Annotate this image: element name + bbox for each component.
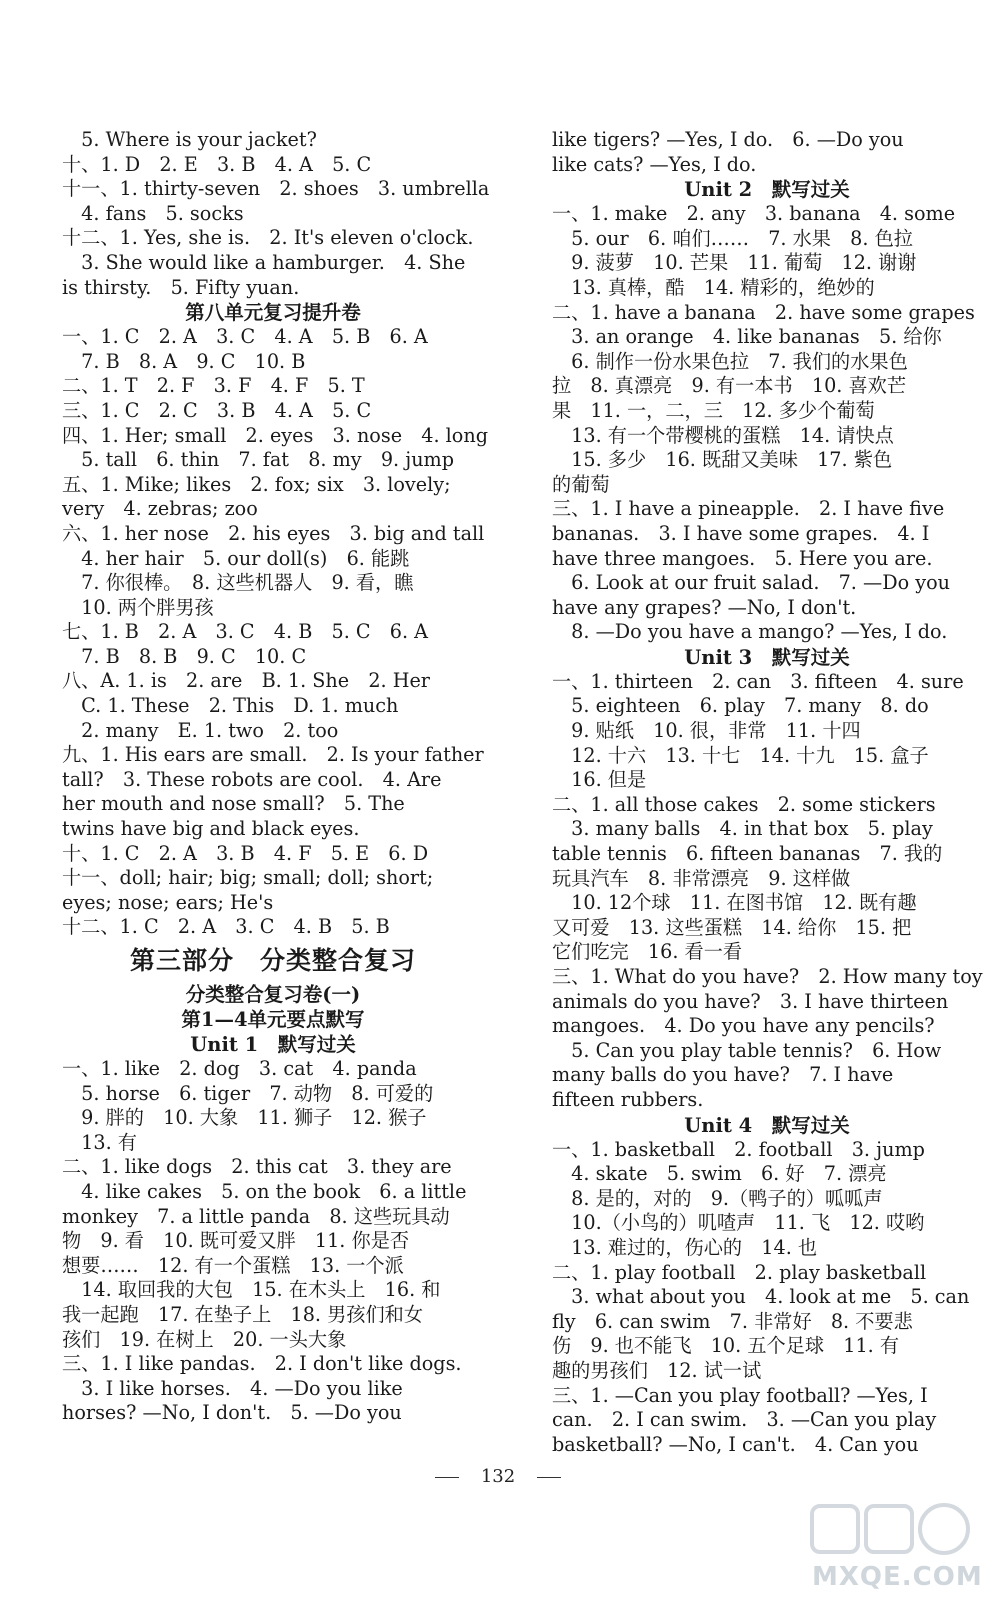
answer-line: 一、1. thirteen 2. can 3. fifteen 4. sure	[552, 669, 964, 693]
answer-line: 9. 菠萝 10. 芒果 11. 葡萄 12. 谢谢	[552, 251, 917, 275]
answer-line: 9. 胖的 10. 大象 11. 狮子 12. 猴子	[62, 1106, 427, 1130]
watermark-icon	[808, 1500, 978, 1560]
answer-line: 一、1. like 2. dog 3. cat 4. panda	[62, 1057, 417, 1080]
answer-line: bananas. 3. I have some grapes. 4. I	[552, 521, 930, 545]
answer-line: eyes; nose; ears; He's	[62, 890, 274, 914]
right-column	[552, 128, 982, 1457]
answer-line: 十二、1. Yes, she is. 2. It's eleven o'clock.	[62, 226, 474, 250]
answer-line: 3. an orange 4. like bananas 5. 给你	[552, 325, 942, 349]
answer-line: 4. like cakes 5. on the book 6. a little	[62, 1179, 467, 1203]
answer-line: 拉 8. 真漂亮 9. 有一本书 10. 喜欢芒	[552, 374, 907, 398]
answer-line: 10. 两个胖男孩	[62, 595, 214, 619]
answer-line: 一、1. basketball 2. football 3. jump	[552, 1137, 925, 1161]
answer-line: 5. Where is your jacket?	[62, 128, 317, 151]
answer-line: 的葡萄	[552, 472, 610, 496]
answer-line: twins have big and black eyes.	[62, 817, 360, 841]
section-heading: 第1—4单元要点默写	[181, 1008, 365, 1031]
answer-line: her mouth and nose small? 5. The	[62, 792, 405, 816]
answer-line: fly 6. can swim 7. 非常好 8. 不要悲	[552, 1309, 913, 1333]
answer-line: 孩们 19. 在树上 20. 一头大象	[62, 1327, 347, 1351]
answer-line: tall? 3. These robots are cool. 4. Are	[62, 767, 442, 791]
section-heading: 分类整合复习卷(一)	[185, 983, 361, 1006]
answer-line: 玩具汽车 8. 非常漂亮 9. 这样做	[552, 866, 851, 890]
watermark-text: MXQE.COM	[812, 1562, 983, 1592]
answer-line: 十、1. D 2. E 3. B 4. A 5. C	[62, 152, 372, 176]
answer-line: 想要…… 12. 有一个蛋糕 13. 一个派	[62, 1253, 404, 1277]
answer-line: 三、1. C 2. C 3. B 4. A 5. C	[62, 398, 372, 422]
answer-line: 13. 真棒，酷 14. 精彩的，绝妙的	[552, 275, 875, 299]
answer-line: very 4. zebras; zoo	[62, 497, 258, 521]
answer-line: 5. our 6. 咱们…… 7. 水果 8. 色拉	[552, 226, 913, 250]
answer-line: 5. horse 6. tiger 7. 动物 8. 可爱的	[62, 1081, 434, 1105]
answer-line: 13. 难过的，伤心的 14. 也	[552, 1235, 818, 1259]
answer-line: 三、1. What do you have? 2. How many toy	[552, 965, 983, 988]
answer-line: mangoes. 4. Do you have any pencils?	[552, 1014, 935, 1038]
answer-line: 13. 有一个带樱桃的蛋糕 14. 请快点	[552, 423, 894, 447]
answer-line: 12. 十六 13. 十七 14. 十九 15. 盒子	[552, 743, 929, 767]
answer-line: 4. her hair 5. our doll(s) 6. 能跳	[62, 546, 410, 570]
answer-line: 6. 制作一份水果色拉 7. 我们的水果色	[552, 349, 908, 373]
answer-line: 它们吃完 16. 看一看	[552, 940, 743, 964]
answer-line: 5. eighteen 6. play 7. many 8. do	[552, 694, 929, 718]
answer-line: 10.（小鸟的）叽喳声 11. 飞 12. 哎哟	[552, 1211, 925, 1235]
part-heading: 第三部分 分类整合复习	[129, 946, 416, 975]
answer-line: 又可爱 13. 这些蛋糕 14. 给你 15. 把	[552, 915, 912, 939]
answer-line: horses? —No, I don't. 5. —Do you	[62, 1401, 402, 1425]
section-heading: Unit 1 默写过关	[190, 1033, 356, 1056]
left-column	[62, 128, 490, 1426]
answer-line: 3. I like horses. 4. —Do you like	[62, 1376, 403, 1400]
answer-line: fifteen rubbers.	[552, 1087, 704, 1111]
answer-line: 物 9. 看 10. 既可爱又胖 11. 你是否	[62, 1229, 410, 1253]
page-footer	[0, 1466, 996, 1487]
answer-line: 一、1. make 2. any 3. banana 4. some	[552, 202, 956, 226]
answer-line: 4. fans 5. socks	[62, 201, 244, 225]
answer-line: 3. many balls 4. in that box 5. play	[552, 817, 933, 841]
answer-line: 9. 贴纸 10. 很，非常 11. 十四	[552, 719, 861, 743]
answer-line: 三、1. I like pandas. 2. I don't like dogs.	[62, 1352, 462, 1376]
answer-line: 四、1. Her; small 2. eyes 3. nose 4. long	[62, 423, 488, 447]
answer-line: 6. Look at our fruit salad. 7. —Do you	[552, 571, 950, 595]
answer-line: 5. tall 6. thin 7. fat 8. my 9. jump	[62, 448, 455, 472]
footer-dash-left	[435, 1477, 459, 1478]
answer-line: table tennis 6. fifteen bananas 7. 我的	[552, 842, 943, 866]
footer-dash-right	[537, 1477, 561, 1478]
answer-line: 14. 取回我的大包 15. 在木头上 16. 和	[62, 1278, 441, 1302]
answer-line: like cats? —Yes, I do.	[552, 152, 757, 176]
answer-line: 八、A. 1. is 2. are B. 1. She 2. Her	[62, 669, 430, 693]
answer-line: 二、1. like dogs 2. this cat 3. they are	[62, 1155, 452, 1179]
answer-line: 4. skate 5. swim 6. 好 7. 漂亮	[552, 1162, 887, 1186]
answer-line: C. 1. These 2. This D. 1. much	[62, 694, 399, 718]
answer-line: 三、1. I have a pineapple. 2. I have five	[552, 497, 945, 521]
answer-line: 五、1. Mike; likes 2. fox; six 3. lovely;	[62, 472, 451, 496]
answer-line: 果 11. 一，二，三 12. 多少个葡萄	[552, 398, 875, 422]
answer-line: 十一、doll; hair; big; small; doll; short;	[62, 866, 434, 890]
watermark-logo	[808, 1500, 983, 1592]
answer-line: 三、1. —Can you play football? —Yes, I	[552, 1383, 928, 1407]
answer-line: have any grapes? —No, I don't.	[552, 595, 857, 619]
answer-line: many balls do you have? 7. I have	[552, 1063, 894, 1087]
answer-line: 十、1. C 2. A 3. B 4. F 5. E 6. D	[62, 841, 429, 865]
answer-line: 一、1. C 2. A 3. C 4. A 5. B 6. A	[62, 325, 428, 349]
answer-line: basketball? —No, I can't. 4. Can you	[552, 1432, 919, 1456]
page-number: 132	[480, 1466, 516, 1487]
answer-line: 16. 但是	[552, 768, 647, 792]
answer-line: 六、1. her nose 2. his eyes 3. big and tall	[62, 521, 485, 545]
answer-line: 十一、1. thirty-seven 2. shoes 3. umbrella	[62, 177, 490, 201]
answer-line: 7. B 8. A 9. C 10. B	[62, 349, 306, 373]
answer-line: 趣的男孩们 12. 试一试	[552, 1358, 762, 1382]
answer-line: have three mangoes. 5. Here you are.	[552, 546, 933, 570]
answer-line: 十二、1. C 2. A 3. C 4. B 5. B	[62, 915, 390, 939]
answer-line: 10. 12个球 11. 在图书馆 12. 既有趣	[552, 891, 917, 915]
answer-line: 伤 9. 也不能飞 10. 五个足球 11. 有	[552, 1334, 900, 1358]
answer-line: 3. She would like a hamburger. 4. She	[62, 250, 466, 274]
answer-line: 7. 你很棒。 8. 这些机器人 9. 看，瞧	[62, 571, 414, 595]
answer-line: is thirsty. 5. Fifty yuan.	[62, 275, 300, 299]
answer-line: animals do you have? 3. I have thirteen	[552, 989, 949, 1013]
answer-line: 8. —Do you have a mango? —Yes, I do.	[552, 620, 948, 644]
answer-line: monkey 7. a little panda 8. 这些玩具动	[62, 1204, 450, 1228]
answer-line: 15. 多少 16. 既甜又美味 17. 紫色	[552, 448, 893, 472]
answer-line: 二、1. have a banana 2. have some grapes	[552, 300, 975, 324]
section-heading: Unit 3 默写过关	[684, 645, 850, 669]
answer-line: 13. 有	[62, 1130, 137, 1154]
answer-line: 七、1. B 2. A 3. C 4. B 5. C 6. A	[62, 620, 429, 644]
answer-line: 九、1. His ears are small. 2. Is your father	[62, 743, 484, 767]
answer-line: like tigers? —Yes, I do. 6. —Do you	[552, 128, 904, 151]
answer-line: can. 2. I can swim. 3. —Can you play	[552, 1408, 937, 1432]
answer-line: 我一起跑 17. 在垫子上 18. 男孩们和女	[62, 1302, 424, 1326]
answer-line: 8. 是的，对的 9.（鸭子的）呱呱声	[552, 1186, 883, 1210]
section-heading: Unit 4 默写过关	[684, 1113, 850, 1137]
answer-line: 二、1. play football 2. play basketball	[552, 1260, 927, 1284]
answer-line: 二、1. T 2. F 3. F 4. F 5. T	[62, 374, 365, 398]
answer-line: 3. what about you 4. look at me 5. can	[552, 1285, 970, 1309]
answer-line: 7. B 8. B 9. C 10. C	[62, 644, 307, 668]
section-heading: 第八单元复习提升卷	[185, 301, 361, 325]
answer-line: 2. many E. 1. two 2. too	[62, 718, 339, 742]
answer-line: 5. Can you play table tennis? 6. How	[552, 1038, 942, 1062]
answer-line: 二、1. all those cakes 2. some stickers	[552, 792, 936, 816]
section-heading: Unit 2 默写过关	[684, 178, 850, 202]
